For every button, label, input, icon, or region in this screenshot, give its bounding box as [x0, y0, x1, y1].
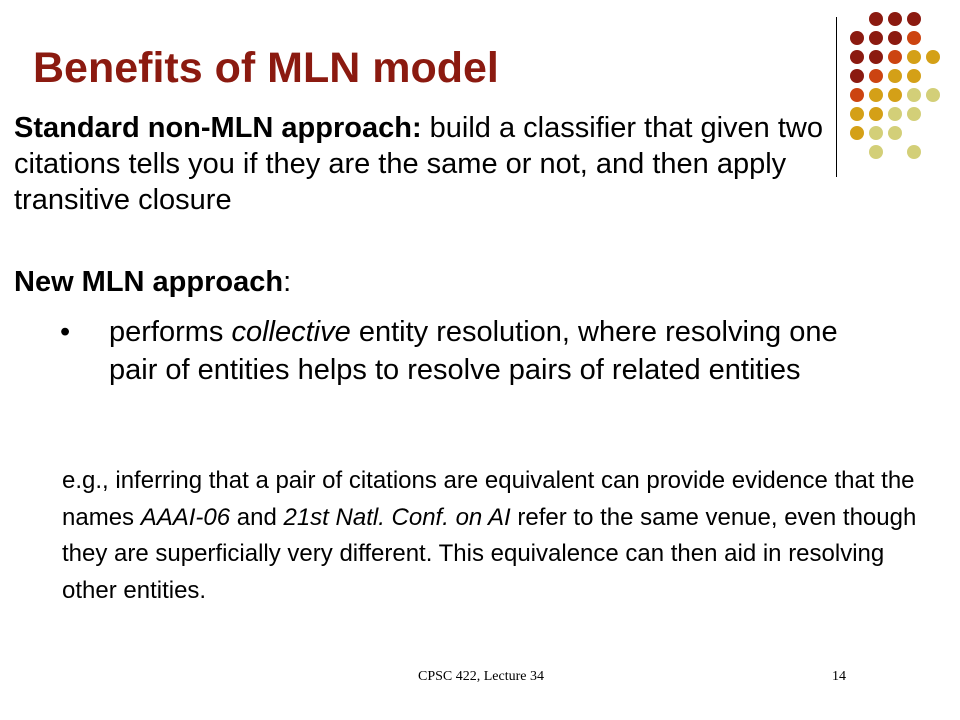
decorative-dot — [888, 50, 902, 64]
new-approach-heading — [14, 264, 291, 300]
decorative-dot-grid — [850, 12, 950, 162]
decorative-dot — [907, 31, 921, 45]
bullet-text-italic: collective — [231, 316, 351, 348]
decorative-dot — [869, 69, 883, 83]
decorative-dot — [907, 88, 921, 102]
decorative-dot — [869, 88, 883, 102]
decorative-dot — [888, 31, 902, 45]
decorative-dot — [907, 69, 921, 83]
example-name-natl-conf: 21st Natl. Conf. on AI — [283, 503, 511, 531]
bullet-text-after: entity resolution, where resolving one pair of entities helps to resolve pairs of related entities — [109, 316, 838, 386]
decorative-dot — [888, 69, 902, 83]
new-approach-colon: : — [283, 266, 292, 298]
decorative-dot — [888, 126, 902, 140]
decorative-dot — [869, 50, 883, 64]
decorative-dot — [888, 88, 902, 102]
slide-title: Benefits of MLN model — [33, 44, 499, 92]
standard-approach-label: Standard non-MLN approach: — [14, 112, 422, 144]
decorative-dot — [888, 12, 902, 26]
decorative-dot — [869, 145, 883, 159]
decorative-dot — [907, 12, 921, 26]
decorative-dot — [850, 126, 864, 140]
decorative-dot — [907, 50, 921, 64]
standard-approach-paragraph — [14, 110, 834, 218]
bullet-text — [109, 313, 869, 389]
example-name-aaai: AAAI-06 — [140, 503, 231, 531]
decorative-dot — [926, 50, 940, 64]
decorative-dot — [850, 69, 864, 83]
decorative-dot — [888, 107, 902, 121]
decorative-dot — [926, 88, 940, 102]
example-paragraph — [62, 463, 922, 609]
footer-course: CPSC 422, Lecture 34 — [418, 669, 544, 684]
example-part1: e.g., inferring that a pair of citations are equivalent can provide evidence that the names — [62, 467, 915, 531]
decorative-dot — [907, 107, 921, 121]
example-part3: refer to the same venue, even though they are superficially very different. This equivalence can then aid in resolving other entities. — [62, 503, 917, 604]
decorative-dot — [850, 107, 864, 121]
bullet-icon: • — [60, 316, 71, 348]
decorative-dot — [907, 145, 921, 159]
decorative-dot — [869, 126, 883, 140]
decorative-dot — [869, 107, 883, 121]
decorative-dot — [850, 88, 864, 102]
bullet-text-before: performs — [109, 316, 232, 348]
example-part2: and — [230, 503, 284, 531]
decorative-dot — [869, 12, 883, 26]
vertical-divider — [836, 17, 837, 177]
standard-approach-text: build a classifier that given two citations tells you if they are the same or not, and then apply transitive closure — [14, 112, 823, 216]
decorative-dot — [869, 31, 883, 45]
new-approach-label: New MLN approach — [14, 266, 284, 298]
footer-page-number: 14 — [832, 669, 846, 684]
decorative-dot — [850, 50, 864, 64]
decorative-dot — [850, 31, 864, 45]
